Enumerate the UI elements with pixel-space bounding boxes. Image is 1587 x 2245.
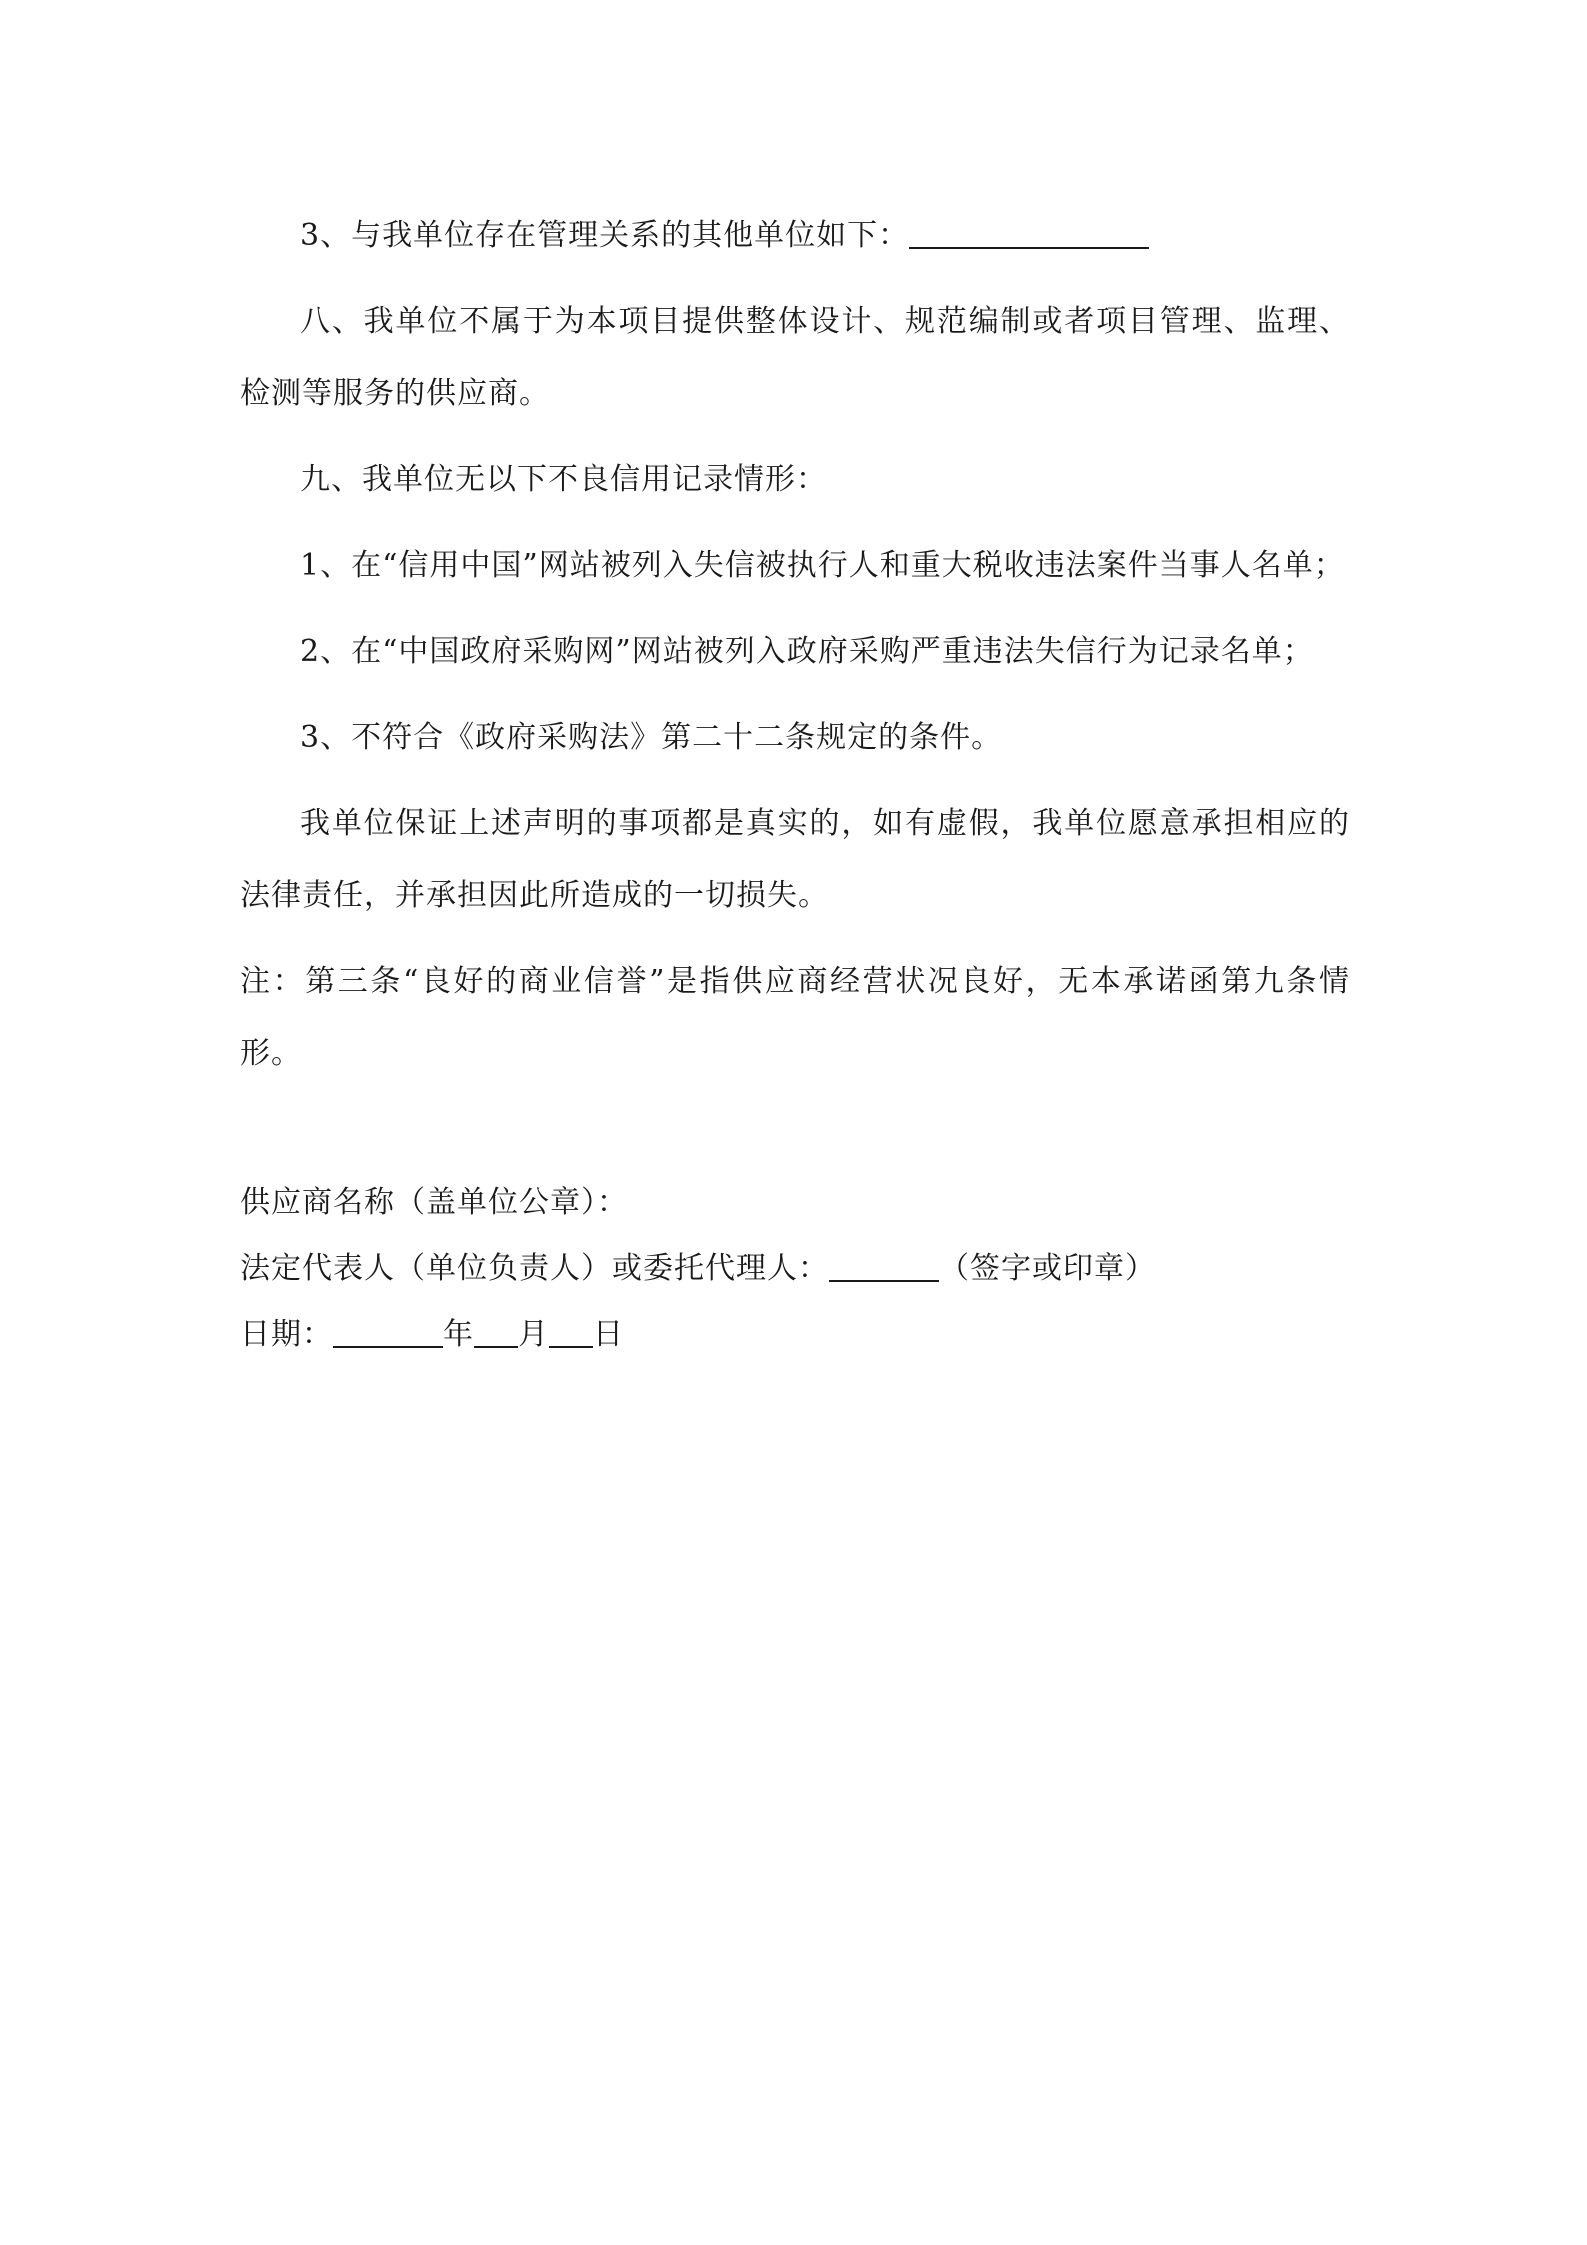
paragraph-note bbox=[240, 946, 1350, 1090]
signature-block bbox=[240, 1170, 1156, 1368]
blank-underline bbox=[909, 217, 1149, 249]
paragraph-text: 3、与我单位存在管理关系的其他单位如下： bbox=[300, 218, 910, 253]
paragraph-item-eight bbox=[240, 286, 1350, 430]
paragraph-ccgp bbox=[240, 616, 1350, 688]
paragraph-item-nine bbox=[240, 444, 1350, 516]
date-line bbox=[240, 1302, 1156, 1368]
day-label: 日 bbox=[593, 1317, 624, 1352]
paragraph-text: 九、我单位无以下不良信用记录情形： bbox=[300, 462, 827, 497]
representative-label: 法定代表人（单位负责人）或委托代理人： bbox=[240, 1251, 829, 1286]
paragraph-text: 我单位保证上述声明的事项都是真实的，如有虚假，我单位愿意承担相应的法律责任，并承担因此所造成的一切损失。 bbox=[240, 806, 1350, 913]
paragraph-guarantee bbox=[240, 788, 1350, 932]
statement-body bbox=[240, 200, 1350, 1104]
paragraph-text: 注：第三条“良好的商业信誉”是指供应商经营状况良好，无本承诺函第九条情形。 bbox=[240, 964, 1350, 1071]
paragraph-procurement-law bbox=[240, 702, 1350, 774]
supplier-name-line bbox=[240, 1170, 1156, 1236]
paragraph-management-relations bbox=[240, 200, 1350, 272]
paragraph-credit-china bbox=[240, 530, 1350, 602]
month-blank bbox=[474, 1316, 518, 1348]
paragraph-text: 3、不符合《政府采购法》第二十二条规定的条件。 bbox=[300, 720, 1003, 755]
representative-suffix: （签字或印章） bbox=[939, 1251, 1156, 1286]
paragraph-text: 八、我单位不属于为本项目提供整体设计、规范编制或者项目管理、监理、检测等服务的供应商。 bbox=[240, 304, 1350, 411]
day-blank bbox=[549, 1316, 593, 1348]
representative-blank bbox=[829, 1250, 939, 1282]
month-label: 月 bbox=[518, 1317, 549, 1352]
supplier-name-label: 供应商名称（盖单位公章）： bbox=[240, 1185, 628, 1220]
paragraph-text: 2、在“中国政府采购网”网站被列入政府采购严重违法失信行为记录名单； bbox=[300, 634, 1314, 669]
representative-line bbox=[240, 1236, 1156, 1302]
year-blank bbox=[333, 1316, 443, 1348]
paragraph-text: 1、在“信用中国”网站被列入失信被执行人和重大税收违法案件当事人名单； bbox=[300, 548, 1345, 583]
date-label: 日期： bbox=[240, 1317, 333, 1352]
year-label: 年 bbox=[443, 1317, 474, 1352]
